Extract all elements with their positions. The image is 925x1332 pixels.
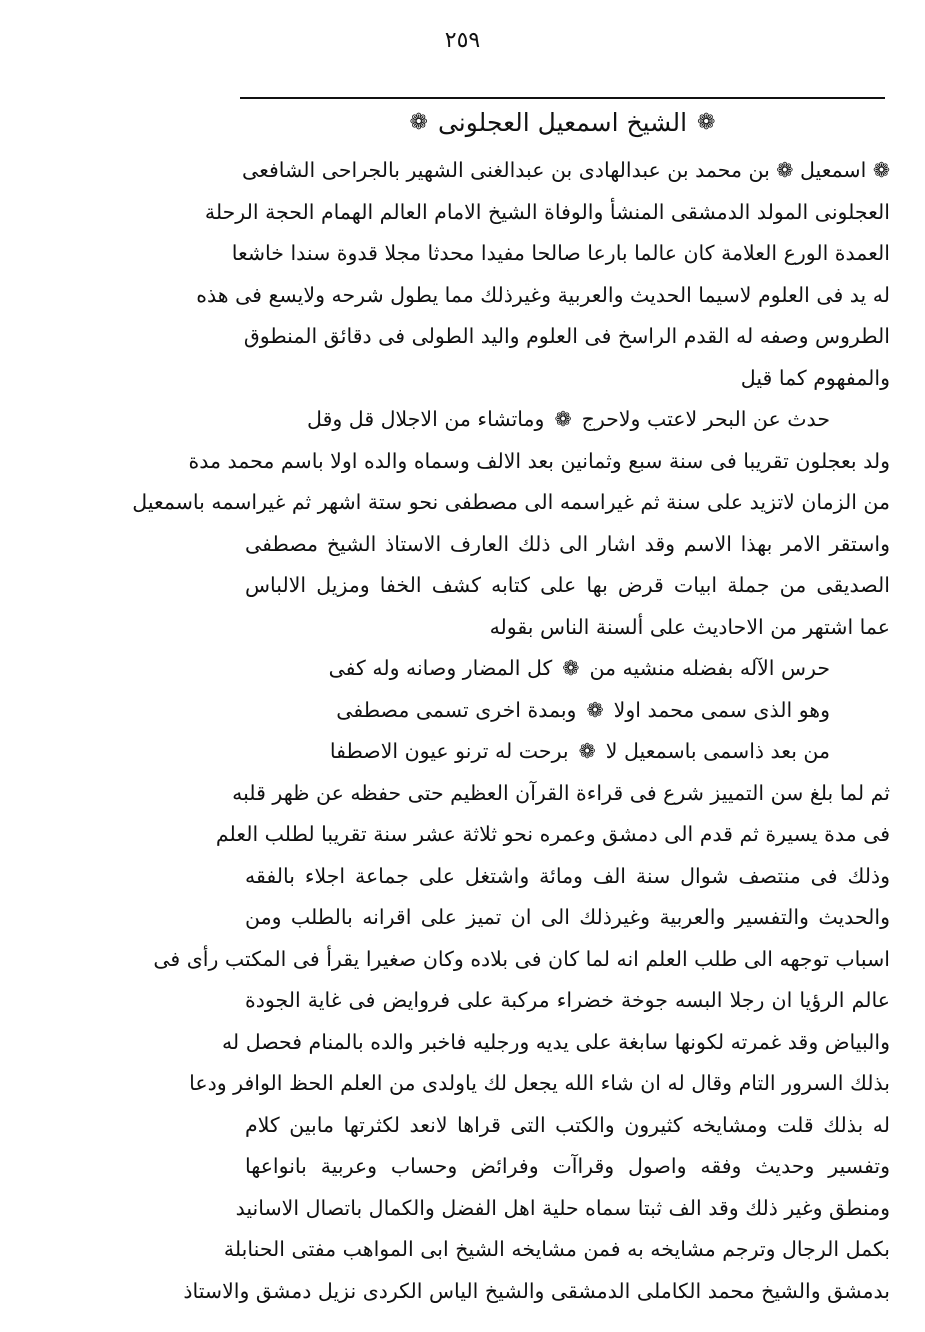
- verse-hemistich: حرس الآله بفضله منشيه من: [589, 656, 830, 680]
- text-line: وتفسير وحديث وفقه واصول وقراآت وفرائض وحساب وعربية بانواعها: [245, 1154, 890, 1178]
- body-text: [132, 150, 890, 1312]
- heading-title: الشيخ اسمعيل العجلونى: [437, 107, 688, 137]
- text-line: بدمشق والشيخ محمد الكاملى الدمشقى والشيخ الياس الكردى نزيل دمشق والاستاذ: [183, 1278, 890, 1303]
- verse-hemistich: وهو الذى سمى محمد اولا: [613, 697, 830, 722]
- section-heading: [240, 100, 885, 144]
- text-line: بكمل الرجال وترجم مشايخه به فمن مشايخه الشيخ ابى المواهب مفتى الحنابلة: [223, 1237, 890, 1261]
- page-number: ٢٥٩: [444, 28, 481, 53]
- header-rule: [240, 97, 885, 99]
- text-line: ❁ اسمعيل ❁ بن محمد بن عبدالهادى بن عبدالغنى الشهير بالجراحى الشافعى: [241, 158, 890, 182]
- text-line: واستقر الامر بهذا الاسم وقد اشار الى ذلك العارف الاستاذ الشيخ مصطفى: [245, 531, 890, 556]
- text-line: الصديقى من جملة ابيات قرض بها على كتابه كشف الخفا ومزيل الالباس: [245, 573, 890, 597]
- text-line: والمفهوم كما قيل: [740, 365, 890, 390]
- verse-hemistich: كل المضار وصانه وله كفى: [328, 656, 553, 680]
- quote-hemistich: حدث عن البحر لاعتب ولاحرج: [581, 407, 830, 431]
- text-line: له يد فى العلوم لاسيما الحديث والعربية وغيرذلك مما يطول شرحه ولايسع فى هذه: [196, 282, 890, 307]
- verse-line: [245, 690, 890, 732]
- text-line: ومنطق وغير ذلك وقد الف ثبتا سماه حلية اهل الفضل والكمال باتصال الاسانيد: [235, 1195, 890, 1220]
- text-line: الطروس وصفه له القدم الراسخ فى العلوم واليد الطولى فى دقائق المنطوق: [243, 324, 890, 348]
- text-line: عالم الرؤيا ان رجلا البسه جوخة خضراء مركبة على فروايض فى غاية الجودة: [245, 988, 890, 1012]
- text-line: ثم لما بلغ سن التمييز شرع فى قراءة القرآن العظيم حتى حفظه عن ظهر قلبه: [232, 780, 890, 805]
- text-line: وذلك فى منتصف شوال سنة الف ومائة واشتغل على جماعة اجلاء بالفقه: [245, 863, 890, 888]
- text-line: العجلونى المولد الدمشقى المنشأ والوفاة الشيخ الامام العالم الهمام الحجة الرحلة: [204, 199, 890, 224]
- verse-hemistich: برحت له ترنو عيون الاصطفا: [329, 739, 569, 763]
- verse-hemistich: من بعد ذاسمى باسمعيل لا: [605, 739, 830, 763]
- text-line: عما اشتهر من الاحاديث على ألسنة الناس بقوله: [489, 614, 890, 639]
- verse-line: [245, 648, 890, 690]
- text-line: والحديث والتفسير والعربية وغيرذلك الى ان تميز على اقرانه بالطلب ومن: [245, 905, 890, 929]
- text-line: ولد بعجلون تقريبا فى سنة سبع وثمانين بعد الالف وسماه والده اولا باسم محمد مدة: [188, 448, 890, 473]
- ornament-icon: ❁: [409, 109, 428, 135]
- ornament-icon: ❁: [697, 109, 716, 135]
- text-line: له بذلك قلت ومشايخه كثيرون والكتب التى قراها لانعد لكثرتها مابين كلام: [245, 1112, 890, 1137]
- text-line: والبياض وقد غمرته لكونها سابغة على يديه ورجليه فاخبر والده بالمنام فحصل له: [221, 1029, 890, 1054]
- text-line: اسباب توجهه الى طلب العلم انه لما كان فى بلاده وكان صغيرا يقرأ فى المكتب رأى فى: [153, 946, 890, 971]
- verse-hemistich: وبمدة اخرى تسمى مصطفى: [336, 697, 577, 722]
- text-line: العمدة الورع العلامة كان عالما بارعا صالحا مفيدا محدثا مجلا قدوة سندا خاشعا: [231, 241, 890, 265]
- text-line: بذلك السرور التام وقال له ان شاء الله يجعل لك ياولدى من العلم الحظ الوافر ودعا: [189, 1071, 890, 1095]
- text-line: من الزمان لاتزيد على سنة ثم غيراسمه الى مصطفى نحو ستة اشهر ثم غيراسمه باسمعيل: [132, 490, 890, 514]
- verse-separator: ❁: [586, 697, 604, 722]
- text-line: فى مدة يسيرة ثم قدم الى دمشق وعمره نحو ثلاثة عشر سنة تقريبا لطلب العلم: [215, 822, 890, 846]
- verse-separator: ❁: [554, 407, 572, 431]
- quote-line: [245, 399, 890, 441]
- verse-line: [245, 731, 890, 773]
- quote-hemistich: وماتشاء من الاجلال قل وقل: [307, 407, 545, 431]
- verse-separator: ❁: [578, 739, 596, 763]
- verse-separator: ❁: [562, 656, 580, 680]
